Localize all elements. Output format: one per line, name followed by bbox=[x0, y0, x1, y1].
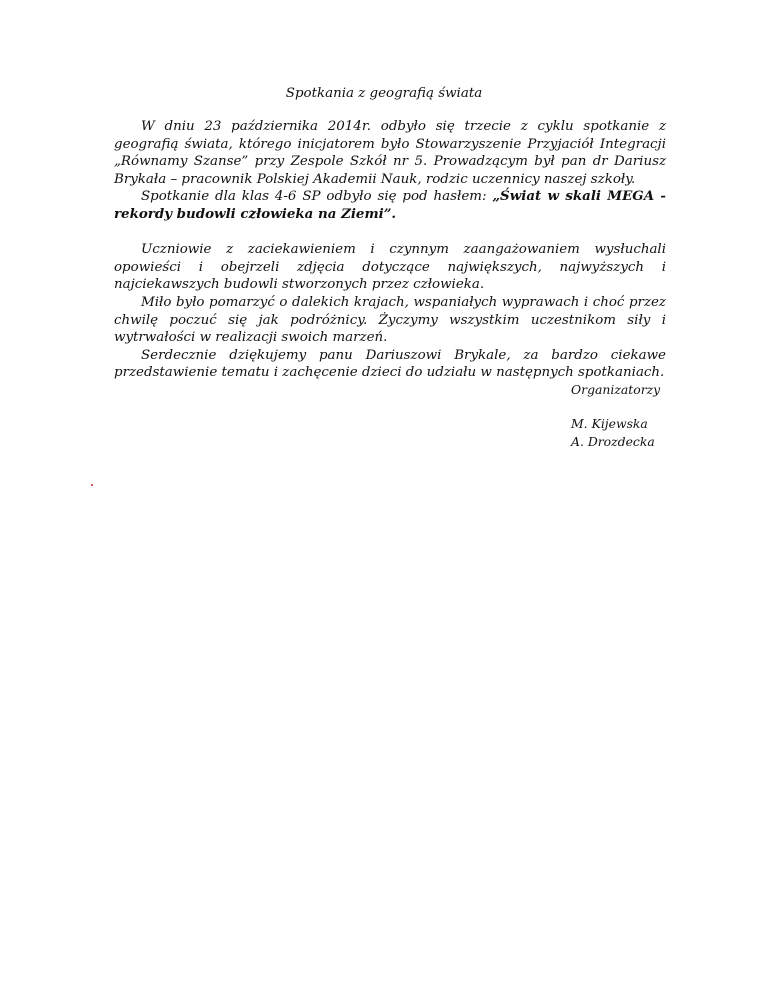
motto-text: „Świat w skali MEGA - rekordy budowli człowieka na Ziemi”. bbox=[114, 188, 666, 222]
paragraph-thanks: Serdecznie dziękujemy panu Dariuszowi Brykale, za bardzo ciekawe przedstawienie tematu i zachęcenie dzieci do udziału w następnych spotkaniach. bbox=[114, 347, 666, 381]
signature-name-1: M. Kijewska bbox=[571, 416, 648, 431]
document-title: Spotkania z geografią świata bbox=[285, 86, 483, 101]
motto-intro: Spotkanie dla klas 4-6 SP odbyło się pod hasłem: bbox=[141, 189, 493, 205]
paragraph-spacer bbox=[114, 224, 666, 242]
paragraph-intro: W dniu 23 października 2014r. odbyło się trzecie z cyklu spotkanie z geografią świata, którego inicjatorem było Stowarzyszenie Przyjaciół Integracji „Równamy Szanse” przy Zespole Szkół nr 5. Prowadzącym był pan dr Dariusz Brykała – pracownik Polskiej Akademii Nauk, rodzic uczennicy naszej szkoły. bbox=[114, 119, 666, 187]
signature-block bbox=[571, 381, 660, 451]
signature-heading: Organizatorzy bbox=[571, 382, 661, 397]
stray-mark bbox=[91, 484, 93, 486]
document-body bbox=[114, 118, 666, 382]
signature-gap bbox=[571, 399, 660, 415]
paragraph-travel: Miło było pomarzyć o dalekich krajach, wspaniałych wyprawach i choć przez chwilę poczuć się jak podróżnicy. Życzymy wszystkim uczestnikom siły i wytrwałości w realizacji swoich marzeń. bbox=[114, 294, 666, 346]
paragraph-motto bbox=[114, 188, 666, 223]
signature-name-2: A. Drozdecka bbox=[571, 434, 655, 449]
paragraph-students: Uczniowie z zaciekawieniem i czynnym zaangażowaniem wysłuchali opowieści i obejrzeli zdjęcia dotyczące największych, najwyższych i najciekawszych budowli stworzonych przez człowieka. bbox=[114, 242, 666, 293]
